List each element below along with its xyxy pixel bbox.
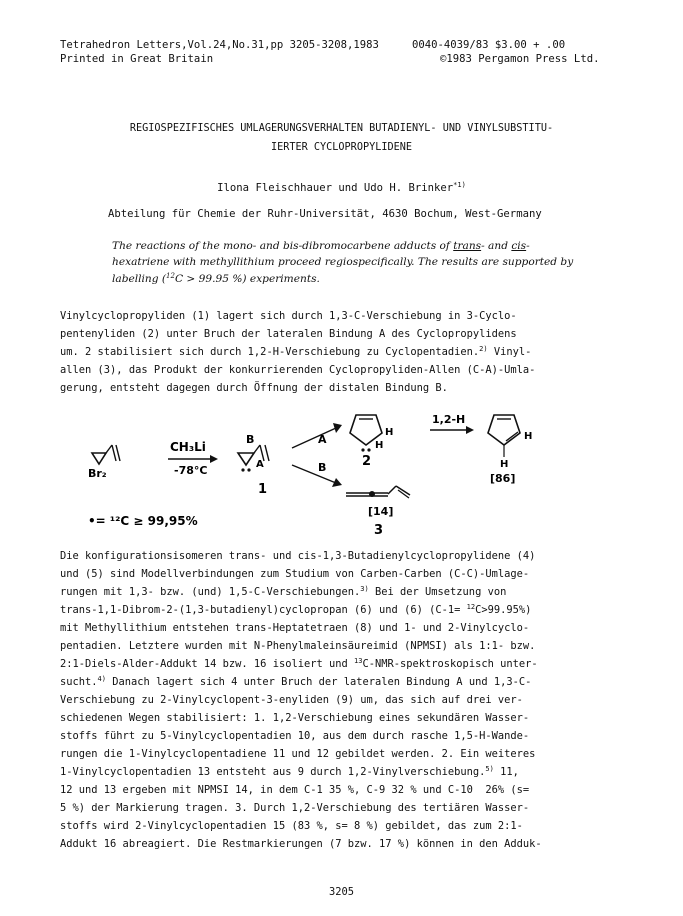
- shift-label: 1,2-H: [432, 413, 466, 426]
- para2-line4-a: trans-1,1-Dibrom-2-(1,3-butadienyl)cyclopropan (6) und (6) (C-1=: [60, 604, 467, 616]
- para2-line13-b: 11,: [493, 766, 519, 778]
- ref-4: 4): [97, 675, 106, 683]
- para2-line16: stoffs wird 2-Vinylcyclopentadien 15 (83 %, s= 8 %) gebildet, das zum 2:1-: [60, 820, 523, 832]
- h-label-2b: H: [375, 440, 384, 451]
- para2-line5: mit Methyllithium entstehen trans-Heptatetraen (8) und 1- und 2-Vinylcyclo-: [60, 622, 530, 634]
- para2-line8: [60, 675, 620, 689]
- para1-line3-text: um. 2 stabilisiert sich durch 1,2-H-Verschiebung zu Cyclopentadien.: [60, 346, 480, 358]
- para2-line14: 12 und 13 ergeben mit NPMSI 14, in dem C-1 35 %, C-9 32 % und C-10 26% (s=: [60, 784, 530, 796]
- journal-citation: Tetrahedron Letters,Vol.24,No.31,pp 3205-3208,1983: [60, 39, 379, 51]
- para2-line1: Die konfigurationsisomeren trans- und cis-1,3-Butadienylcyclopropylidene (4): [60, 550, 536, 562]
- printed-in: Printed in Great Britain: [60, 53, 214, 65]
- copyright: ©1983 Pergamon Press Ltd.: [440, 53, 600, 65]
- abstract-trans: trans: [453, 240, 482, 252]
- br2-label: Br₂: [88, 467, 107, 480]
- path-label-a: A: [318, 433, 327, 446]
- paper-title-line2: IERTER CYCLOPROPYLIDENE: [270, 142, 413, 153]
- dibromocyclopropane-structure: [92, 445, 120, 464]
- para1-line2: pentenyliden (2) unter Bruch der lateralen Bindung A des Cyclopropylidens: [60, 328, 517, 340]
- para2-line13-a: 1-Vinylcyclopentadien 13 entsteht aus 9 durch 1,2-Vinylverschiebung.: [60, 766, 486, 778]
- abstract-text-4: C > 99.95 %) experiments.: [174, 272, 320, 285]
- para1-line1: Vinylcyclopropyliden (1) lagert sich durch 1,3-C-Verschiebung in 3-Cyclo-: [60, 310, 517, 322]
- abstract-sup-12: 12: [166, 271, 175, 280]
- para2-line13: [60, 765, 620, 779]
- para2-line15: 5 %) der Markierung tragen. 3. Durch 1,2-Verschiebung des tertiären Wasser-: [60, 802, 530, 814]
- para2-line3: [60, 585, 620, 599]
- para2-line3-a: rungen mit 1,3- bzw. (und) 1,5-C-Verschiebungen.: [60, 586, 361, 598]
- para2-line3-b: Bei der Umsetzung von: [368, 586, 507, 598]
- ref-5: 5): [485, 765, 494, 773]
- para2-line9: Verschiebung zu 2-Vinylcyclopent-3-enyliden (9) um, das sich auf drei ver-: [60, 694, 523, 706]
- page-number: 3205: [328, 886, 355, 898]
- reagent-label: CH₃Li: [170, 440, 206, 454]
- isotope-legend: •= ¹²C ≥ 99,95%: [88, 514, 198, 528]
- path-b-arrow: [292, 465, 336, 483]
- reagent-arrowhead: [210, 455, 218, 463]
- para1-ref-2: 2): [479, 345, 488, 353]
- para2-line4: [60, 603, 620, 617]
- para2-line8-a: sucht.: [60, 676, 98, 688]
- ref-3: 3): [360, 585, 369, 593]
- bond-label-a: A: [256, 459, 264, 470]
- para2-line8-b: Danach lagert sich 4 unter Bruch der lateralen Bindung A und 1,3-C-: [105, 676, 532, 688]
- affiliation: Abteilung für Chemie der Ruhr-Universität, 4630 Bochum, West-Germany: [108, 208, 542, 220]
- yield-86: [86]: [490, 472, 516, 485]
- para2-line6: pentadien. Letztere wurden mit N-Phenylmaleinsäureimid (NPMSI) als 1:1- bzw.: [60, 640, 536, 652]
- compound-number-2: 2: [362, 454, 372, 469]
- sup-12: 12: [466, 603, 476, 611]
- reaction-scheme: [0, 403, 683, 543]
- para2-line10: schiedenen Wegen stabilisiert: 1. 1,2-Verschiebung eines sekundären Wasser-: [60, 712, 530, 724]
- price-code: 0040-4039/83 $3.00 + .00: [412, 39, 566, 51]
- para1-line4: allen (3), das Produkt der konkurrierenden Cyclopropyliden-Allen (C-A)-Umla-: [60, 364, 536, 376]
- para1-line3-tail: Vinyl-: [487, 346, 532, 358]
- h-label-cp2: H: [500, 459, 509, 470]
- abstract-text-2: - and: [481, 240, 512, 252]
- h-label-cp1: H: [524, 431, 533, 442]
- para2-line11: stoffs führt zu 5-Vinylcyclopentadien 10, aus dem durch rasche 1,5-H-Wande-: [60, 730, 530, 742]
- para2-line7: [60, 657, 620, 671]
- author-footnote-mark: *1): [453, 181, 466, 189]
- abstract-text-1: The reactions of the mono- and bis-dibromocarbene adducts of: [112, 240, 454, 252]
- path-a-arrow: [292, 428, 336, 448]
- abstract-text-3: -hexatriene with methyllithium proceed regiospecifically. The results are supported by labelling (: [112, 240, 574, 285]
- h-label-2a: H: [385, 427, 394, 438]
- shift-arrowhead: [466, 426, 474, 434]
- sup-13: 13: [354, 657, 363, 665]
- compound-number-1: 1: [258, 482, 268, 497]
- abstract: [112, 238, 582, 287]
- para2-line4-b: C>99.95%): [475, 604, 532, 616]
- para2-line7-b: C-NMR-spektroskopisch unter-: [362, 658, 538, 670]
- cyclopentadiene-structure: [488, 415, 520, 457]
- bond-label-b: B: [246, 433, 255, 446]
- para1-line5: gerung, entsteht dagegen durch Öffnung der distalen Bindung B.: [60, 382, 448, 394]
- para2-line12: rungen die 1-Vinylcyclopentadiene 11 und 12 gebildet werden. 2. Ein weiteres: [60, 748, 536, 760]
- temperature-label: -78°C: [174, 464, 208, 477]
- author-names: Ilona Fleischhauer und Udo H. Brinker: [217, 182, 454, 194]
- para2-line17: Addukt 16 abreagiert. Die Restmarkierungen (7 bzw. 17 %) können in den Adduk-: [60, 838, 542, 850]
- compound-number-3: 3: [374, 523, 384, 538]
- abstract-cis: cis: [511, 240, 527, 252]
- carbene-1-structure: [238, 445, 269, 472]
- paper-title-line1: REGIOSPEZIFISCHES UMLAGERUNGSVERHALTEN BUTADIENYL- UND VINYLSUBSTITU-: [129, 123, 554, 134]
- vinylallene-3-structure: [346, 486, 410, 498]
- path-label-b: B: [318, 461, 327, 474]
- para2-line2: und (5) sind Modellverbindungen zum Studium von Carben-Carben (C-C)-Umlage-: [60, 568, 530, 580]
- para2-line7-a: 2:1-Diels-Alder-Addukt 14 bzw. 16 isoliert und: [60, 658, 355, 670]
- yield-14: [14]: [368, 505, 394, 518]
- para1-line3: [60, 345, 620, 359]
- authors: [0, 182, 683, 194]
